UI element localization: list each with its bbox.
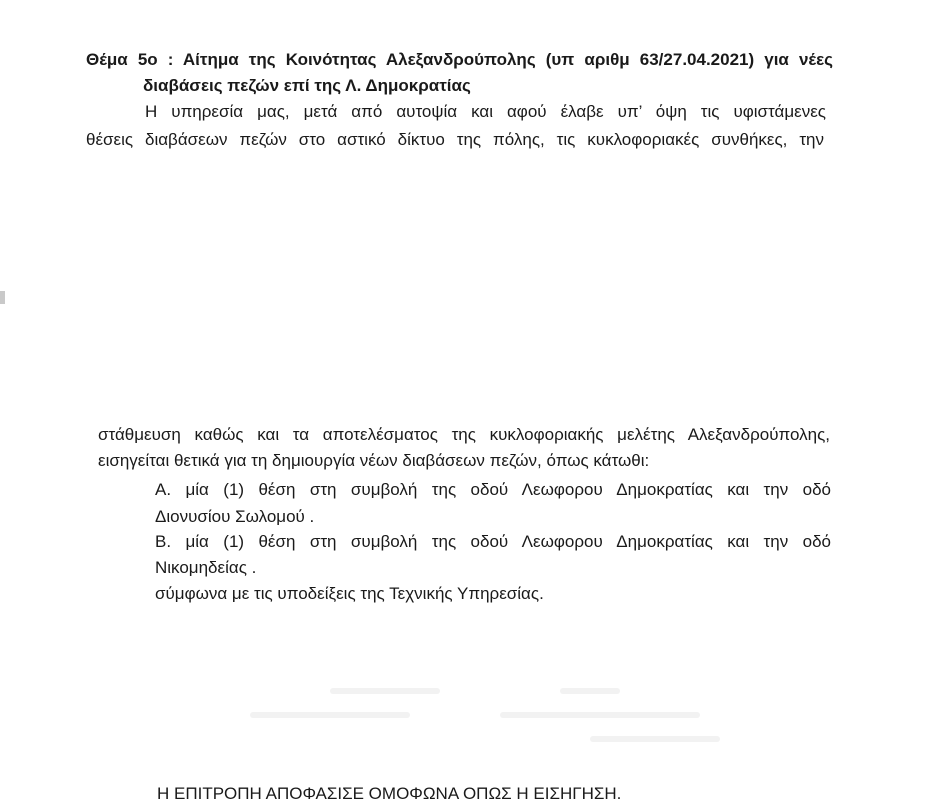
intro-line-2: θέσεις διαβάσεων πεζών στο αστικό δίκτυο της πόλης, τις κυκλοφοριακές συνθήκες, την bbox=[86, 130, 824, 149]
bleed-through-smudge bbox=[560, 688, 620, 694]
bleed-through-smudge bbox=[330, 688, 440, 694]
item-b-line-2: Νικομηδείας . bbox=[155, 558, 257, 577]
subject-line-2: διαβάσεις πεζών επί της Λ. Δημοκρατίας bbox=[143, 76, 471, 95]
bleed-through-smudge bbox=[250, 712, 410, 718]
body-line-1: στάθμευση καθώς και τα αποτελέσματος της κυκλοφοριακής μελέτης Αλεξανδρούπολης, bbox=[98, 425, 830, 444]
intro-line-1: Η υπηρεσία μας, μετά από αυτοψία και αφού έλαβε υπ’ όψη τις υφιστάμενες bbox=[145, 102, 826, 121]
body-line-2: εισηγείται θετικά για τη δημιουργία νέων διαβάσεων πεζών, όπως κάτωθι: bbox=[98, 451, 650, 470]
bleed-through-smudge bbox=[500, 712, 700, 718]
decision-line: Η ΕΠΙΤΡΟΠΗ ΑΠΟΦΑΣΙΣΕ ΟΜΟΦΩΝΑ ΟΠΩΣ Η ΕΙΣΗΓΗΣΗ. bbox=[157, 784, 622, 803]
item-a-line-1: Α. μία (1) θέση στη συμβολή της οδού Λεωφορου Δημοκρατίας και την οδό bbox=[155, 480, 831, 499]
scan-edge-mark bbox=[0, 291, 5, 304]
bleed-through-smudge bbox=[590, 736, 720, 742]
closing-line: σύμφωνα με τις υποδείξεις της Τεχνικής Υπηρεσίας. bbox=[155, 584, 544, 603]
item-b-line-1: Β. μία (1) θέση στη συμβολή της οδού Λεωφορου Δημοκρατίας και την οδό bbox=[155, 532, 831, 551]
subject-line-1: Θέμα 5ο : Αίτημα της Κοινότητας Αλεξανδρούπολης (υπ αριθμ 63/27.04.2021) για νέες bbox=[86, 50, 833, 69]
item-a-line-2: Διονυσίου Σωλομού . bbox=[155, 507, 315, 526]
